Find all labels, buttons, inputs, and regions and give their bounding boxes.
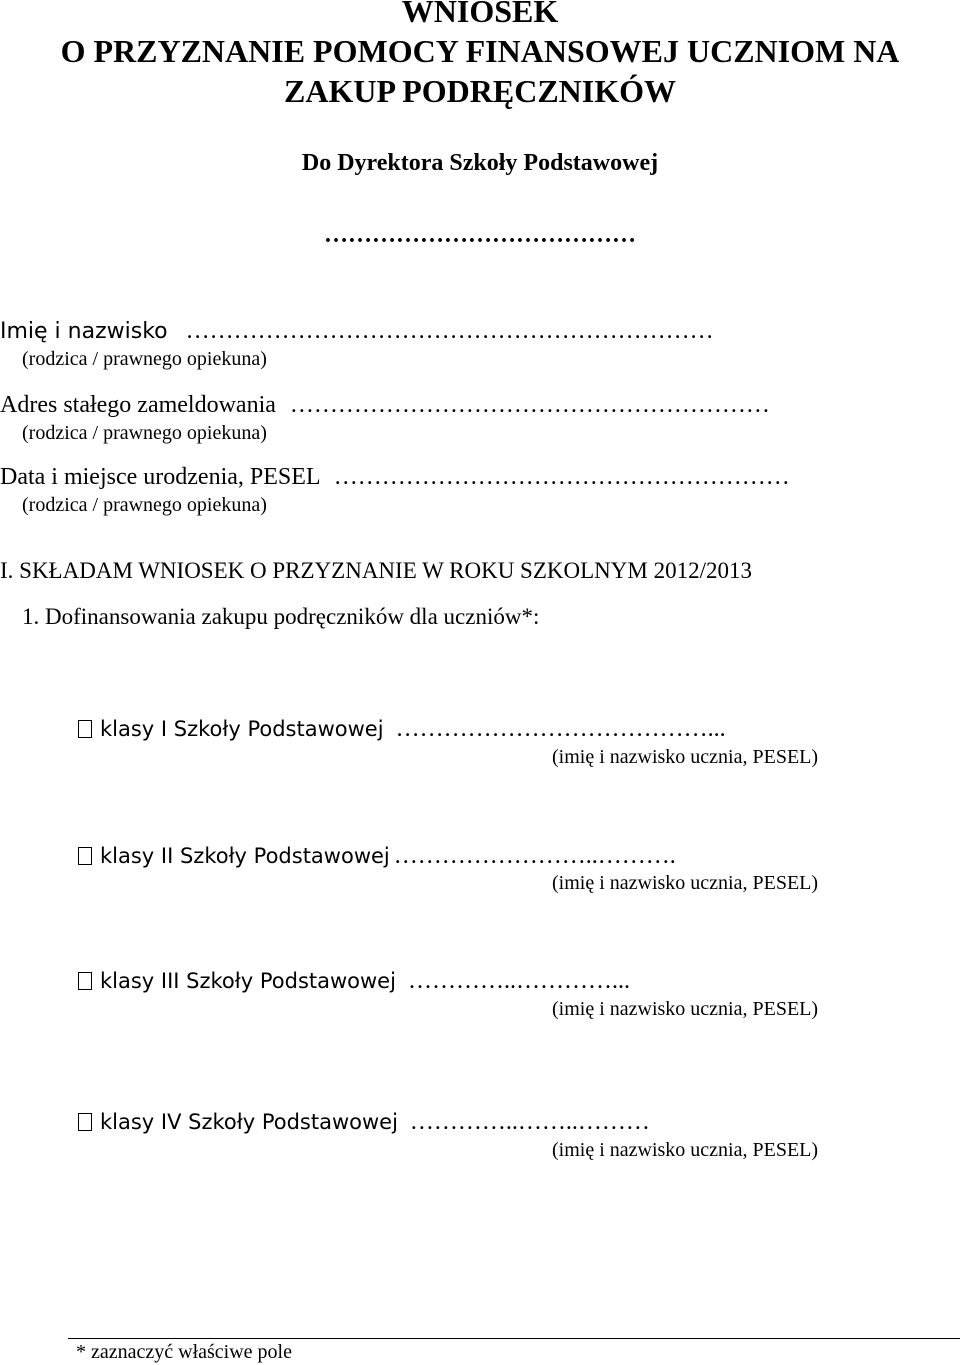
addressee: Do Dyrektora Szkoły Podstawowej <box>301 150 659 176</box>
name-row <box>0 318 714 345</box>
section-heading: I. SKŁADAM WNIOSEK O PRZYZNANIE W ROKU SZKOLNYM 2012/2013 <box>0 558 752 583</box>
birth-fill[interactable]: ………………………………………………… <box>333 464 790 490</box>
footnote-divider <box>68 1338 960 1339</box>
class-4-label: klasy IV Szkoły Podstawowej <box>100 1110 398 1134</box>
class-4-checkbox[interactable] <box>78 1113 92 1131</box>
address-label: Adres stałego zameldowania <box>0 392 276 418</box>
addressee-fill-line[interactable]: ………………………………… <box>324 222 636 248</box>
class-1-caption: (imię i nazwisko ucznia, PESEL) <box>552 746 819 768</box>
class-1-label: klasy I Szkoły Podstawowej <box>100 717 384 741</box>
birth-row <box>0 464 790 491</box>
class-1-checkbox[interactable] <box>78 720 92 738</box>
class-1-row <box>78 716 726 743</box>
class-2-label: klasy II Szkoły Podstawowej <box>100 844 390 868</box>
address-caption: (rodzica / prawnego opiekuna) <box>22 422 267 444</box>
birth-label: Data i miejsce urodzenia, PESEL <box>0 464 320 490</box>
class-3-label: klasy III Szkoły Podstawowej <box>100 969 396 993</box>
class-1-fill[interactable]: …………………………………... <box>395 716 726 742</box>
address-row <box>0 392 770 419</box>
class-2-row <box>78 843 676 870</box>
class-2-checkbox[interactable] <box>78 847 92 865</box>
document-title-line-3: ZAKUP PODRĘCZNIKÓW <box>283 73 677 109</box>
birth-caption: (rodzica / prawnego opiekuna) <box>22 494 267 516</box>
document-title-line-2: O PRZYZNANIE POMOCY FINANSOWEJ UCZNIOM NA <box>60 33 900 69</box>
class-2-caption: (imię i nazwisko ucznia, PESEL) <box>552 872 819 894</box>
name-caption: (rodzica / prawnego opiekuna) <box>22 348 267 370</box>
document-title: WNIOSEK <box>401 0 559 29</box>
section-subheading: 1. Dofinansowania zakupu podręczników dla uczniów*: <box>22 604 540 629</box>
class-3-caption: (imię i nazwisko ucznia, PESEL) <box>552 998 819 1020</box>
address-fill[interactable]: …………………………………………………… <box>289 392 770 418</box>
class-4-row <box>78 1109 650 1136</box>
class-4-fill[interactable]: …………..……..……… <box>409 1109 650 1135</box>
name-label: Imię i nazwisko <box>0 319 168 344</box>
footnote: * zaznaczyć właściwe pole <box>76 1341 292 1363</box>
class-2-fill[interactable]: ……………………..………. <box>393 843 676 869</box>
name-fill[interactable]: ………………………………………………………… <box>185 318 714 344</box>
class-3-checkbox[interactable] <box>78 972 92 990</box>
class-4-caption: (imię i nazwisko ucznia, PESEL) <box>552 1139 819 1161</box>
class-3-fill[interactable]: …………..…………... <box>407 968 630 994</box>
class-3-row <box>78 968 630 995</box>
